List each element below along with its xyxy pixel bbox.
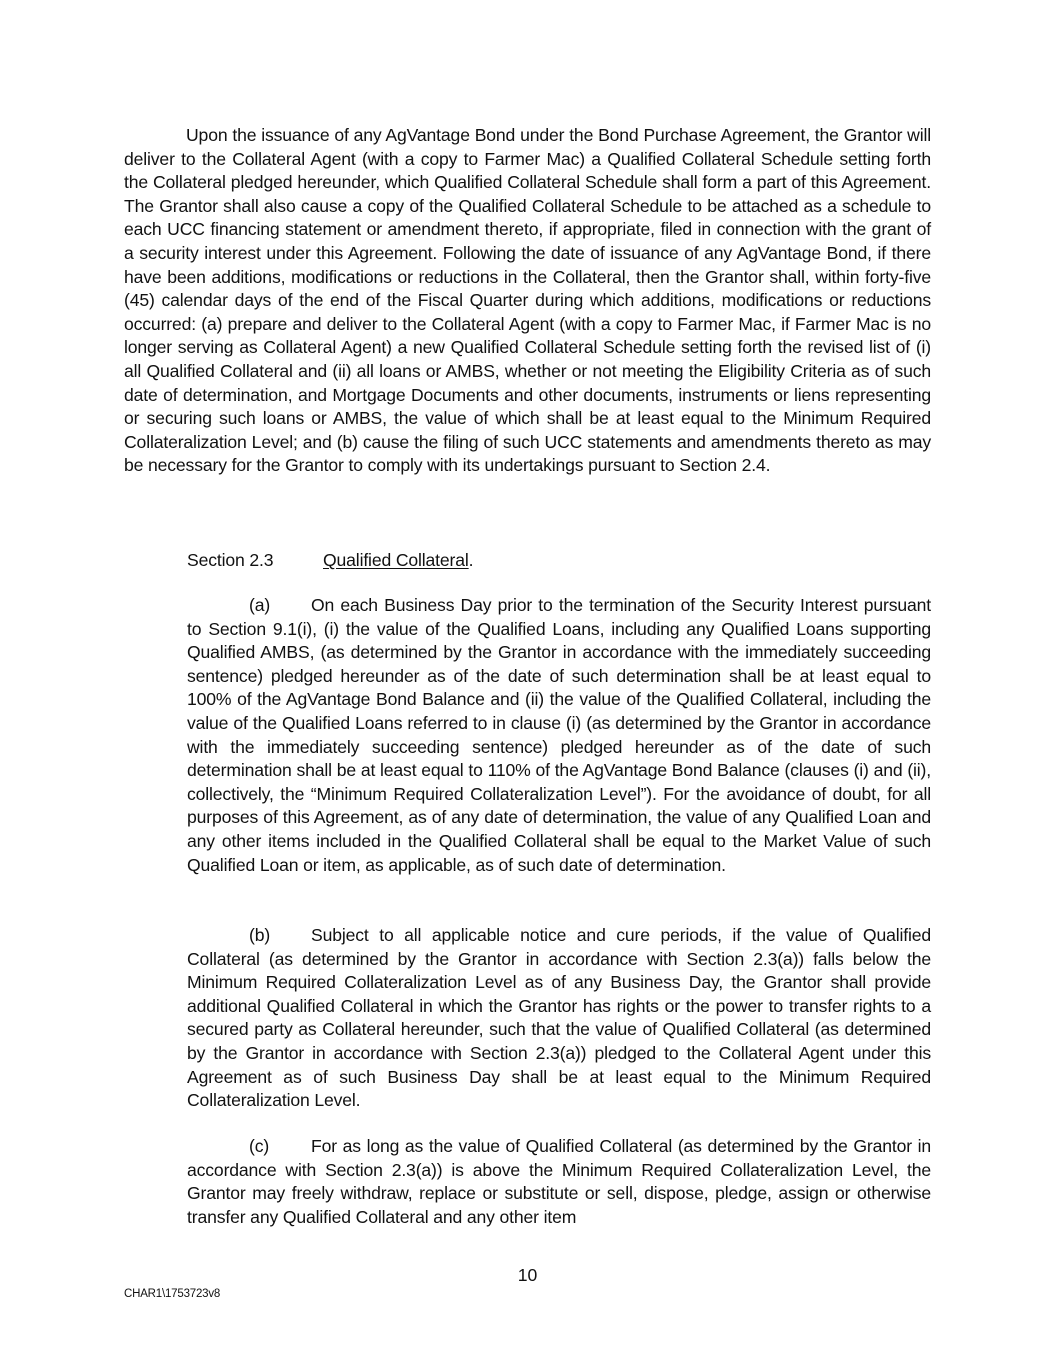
subsection-label: (b) <box>249 925 271 945</box>
section-number: Section 2.3 <box>187 550 274 570</box>
subsection-b <box>187 924 931 1113</box>
section-title: Qualified Collateral <box>323 550 469 570</box>
subsection-text: For as long as the value of Qualified Collateral (as determined by the Grantor in accordance with Section 2.3(a)) is above the Minimum Required Collateralization Level, the Grantor may freely withdraw, replace or substitute or sell, dispose, pledge, assign or otherwise transfer any Qualified Collateral and any other item <box>187 1136 931 1227</box>
subsection-a <box>187 594 931 877</box>
section-heading <box>187 549 473 573</box>
subsection-label: (a) <box>249 595 271 615</box>
subsection-text: Subject to all applicable notice and cure periods, if the value of Qualified Collateral (as determined by the Grantor in accordance with Section 2.3(a)) falls below the Minimum Required Collateralization Level as of any Business Day, the Grantor shall provide additional Qualified Collateral in which the Grantor has rights or the power to transfer rights to a secured party as Collateral hereunder, such that the value of Qualified Collateral (as determined by the Grantor in accordance with Section 2.3(a)) pledged to the Collateral Agent under this Agreement as of such Business Day shall be at least equal to the Minimum Required Collateralization Level. <box>187 925 931 1111</box>
page-number: 10 <box>517 1265 538 1285</box>
subsection-c <box>187 1135 931 1229</box>
document-id: CHAR1\1753723v8 <box>124 1288 221 1300</box>
intro-paragraph: Upon the issuance of any AgVantage Bond under the Bond Purchase Agreement, the Grantor will deliver to the Collateral Agent (with a copy to Farmer Mac) a Qualified Collateral Schedule setting forth the Collateral pledged hereunder, which Qualified Collateral Schedule shall form a part of this Agreement. The Grantor shall also cause a copy of the Qualified Collateral Schedule to be attached as a schedule to each UCC financing statement or amendment thereto, if appropriate, filed in connection with the grant of a security interest under this Agreement. Following the date of issuance of any AgVantage Bond, if there have been additions, modifications or reductions in the Collateral, then the Grantor shall, within forty-five (45) calendar days of the end of the Fiscal Quarter during which additions, modifications or reductions occurred: (a) prepare and deliver to the Collateral Agent (with a copy to Farmer Mac, if Farmer Mac is no longer serving as Collateral Agent) a new Qualified Collateral Schedule setting forth the revised list of (i) all Qualified Collateral and (ii) all loans or AMBS, whether or not meeting the Eligibility Criteria as of such date of determination, and Mortgage Documents and other documents, instruments or liens representing or securing such loans or AMBS, the value of which shall be at least equal to the Minimum Required Collateralization Level; and (b) cause the filing of such UCC statements and amendments thereto as may be necessary for the Grantor to comply with its undertakings pursuant to Section 2.4. <box>124 125 931 476</box>
subsection-text: On each Business Day prior to the termination of the Security Interest pursuant to Section 9.1(i), (i) the value of the Qualified Loans, including any Qualified Loans supporting Qualified AMBS, (as determined by the Grantor in accordance with the immediately succeeding sentence) pledged hereunder as of the date of such determination shall be at least equal to 100% of the AgVantage Bond Balance and (ii) the value of the Qualified Collateral, including the value of the Qualified Loans referred to in clause (i) (as determined by the Grantor in accordance with the immediately succeeding sentence) pledged hereunder as of the date of such determination shall be at least equal to 110% of the AgVantage Bond Balance (clauses (i) and (ii), collectively, the “Minimum Required Collateralization Level”). For the avoidance of doubt, for all purposes of this Agreement, as of any date of determination, the value of any Qualified Loan and any other items included in the Qualified Collateral shall be equal to the Market Value of such Qualified Loan or item, as applicable, as of such date of determination. <box>187 595 931 875</box>
section-title-suffix: . <box>468 550 474 570</box>
subsection-label: (c) <box>249 1136 270 1156</box>
